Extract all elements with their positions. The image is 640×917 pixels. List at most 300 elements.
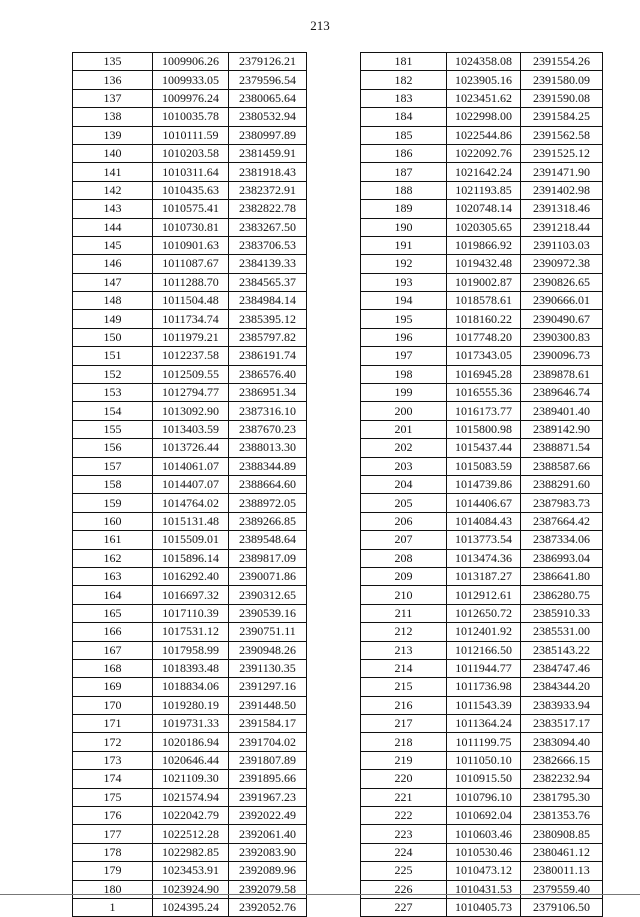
x-coordinate-cell: 1023451.62 (447, 89, 521, 107)
table-row (73, 843, 307, 861)
table-row (361, 807, 603, 825)
table-row (361, 733, 603, 751)
y-coordinate-cell: 2379106.50 (521, 898, 603, 916)
y-coordinate-cell: 2385910.33 (521, 604, 603, 622)
y-coordinate-cell: 2391807.89 (229, 751, 307, 769)
table-row (361, 144, 603, 162)
y-coordinate-cell: 2380908.85 (521, 825, 603, 843)
y-coordinate-cell: 2380065.64 (229, 89, 307, 107)
x-coordinate-cell: 1014407.07 (153, 475, 229, 493)
table-row (73, 880, 307, 898)
y-coordinate-cell: 2384344.20 (521, 678, 603, 696)
x-coordinate-cell: 1014764.02 (153, 494, 229, 512)
table-row (73, 751, 307, 769)
coordinates-table-left (72, 52, 307, 917)
x-coordinate-cell: 1018393.48 (153, 659, 229, 677)
point-number-cell: 174 (73, 770, 153, 788)
point-number-cell: 206 (361, 512, 447, 530)
table-row (73, 310, 307, 328)
x-coordinate-cell: 1010530.46 (447, 843, 521, 861)
y-coordinate-cell: 2379596.54 (229, 71, 307, 89)
x-coordinate-cell: 1018160.22 (447, 310, 521, 328)
table-row (73, 108, 307, 126)
x-coordinate-cell: 1012912.61 (447, 586, 521, 604)
table-row (361, 641, 603, 659)
point-number-cell: 138 (73, 108, 153, 126)
x-coordinate-cell: 1022042.79 (153, 807, 229, 825)
point-number-cell: 147 (73, 273, 153, 291)
y-coordinate-cell: 2387316.10 (229, 402, 307, 420)
x-coordinate-cell: 1011050.10 (447, 751, 521, 769)
table-row (361, 898, 603, 916)
table-row (73, 144, 307, 162)
x-coordinate-cell: 1010431.53 (447, 880, 521, 898)
table-row (73, 71, 307, 89)
point-number-cell: 150 (73, 328, 153, 346)
y-coordinate-cell: 2383094.40 (521, 733, 603, 751)
point-number-cell: 187 (361, 163, 447, 181)
table-row (73, 53, 307, 71)
point-number-cell: 165 (73, 604, 153, 622)
point-number-cell: 151 (73, 347, 153, 365)
table-row (361, 843, 603, 861)
x-coordinate-cell: 1010730.81 (153, 218, 229, 236)
point-number-cell: 197 (361, 347, 447, 365)
table-row (73, 678, 307, 696)
y-coordinate-cell: 2391584.17 (229, 715, 307, 733)
x-coordinate-cell: 1012237.58 (153, 347, 229, 365)
y-coordinate-cell: 2392079.58 (229, 880, 307, 898)
point-number-cell: 191 (361, 236, 447, 254)
point-number-cell: 145 (73, 236, 153, 254)
y-coordinate-cell: 2391590.08 (521, 89, 603, 107)
table-row (73, 862, 307, 880)
x-coordinate-cell: 1024358.08 (447, 53, 521, 71)
table-row (361, 862, 603, 880)
table-row (73, 236, 307, 254)
point-number-cell: 198 (361, 365, 447, 383)
table-row (361, 567, 603, 585)
x-coordinate-cell: 1012794.77 (153, 384, 229, 402)
x-coordinate-cell: 1011944.77 (447, 659, 521, 677)
y-coordinate-cell: 2390751.11 (229, 623, 307, 641)
y-coordinate-cell: 2390826.65 (521, 273, 603, 291)
y-coordinate-cell: 2388871.54 (521, 439, 603, 457)
y-coordinate-cell: 2388344.89 (229, 457, 307, 475)
table-row (361, 531, 603, 549)
y-coordinate-cell: 2389646.74 (521, 384, 603, 402)
point-number-cell: 154 (73, 402, 153, 420)
x-coordinate-cell: 1015131.48 (153, 512, 229, 530)
y-coordinate-cell: 2390972.38 (521, 255, 603, 273)
x-coordinate-cell: 1010692.04 (447, 807, 521, 825)
x-coordinate-cell: 1010796.10 (447, 788, 521, 806)
point-number-cell: 210 (361, 586, 447, 604)
y-coordinate-cell: 2388972.05 (229, 494, 307, 512)
y-coordinate-cell: 2384565.37 (229, 273, 307, 291)
y-coordinate-cell: 2386993.04 (521, 549, 603, 567)
table-row (73, 696, 307, 714)
table-row (73, 89, 307, 107)
y-coordinate-cell: 2386191.74 (229, 347, 307, 365)
x-coordinate-cell: 1018578.61 (447, 292, 521, 310)
y-coordinate-cell: 2391297.16 (229, 678, 307, 696)
y-coordinate-cell: 2391103.03 (521, 236, 603, 254)
y-coordinate-cell: 2391130.35 (229, 659, 307, 677)
point-number-cell: 217 (361, 715, 447, 733)
table-row (361, 678, 603, 696)
table-row (73, 567, 307, 585)
point-number-cell: 162 (73, 549, 153, 567)
y-coordinate-cell: 2390948.26 (229, 641, 307, 659)
point-number-cell: 159 (73, 494, 153, 512)
point-number-cell: 221 (361, 788, 447, 806)
table-row (361, 273, 603, 291)
table-row (73, 181, 307, 199)
point-number-cell: 142 (73, 181, 153, 199)
y-coordinate-cell: 2391704.02 (229, 733, 307, 751)
table-row (361, 420, 603, 438)
x-coordinate-cell: 1019432.48 (447, 255, 521, 273)
x-coordinate-cell: 1023453.91 (153, 862, 229, 880)
table-row (361, 457, 603, 475)
table-row (361, 71, 603, 89)
y-coordinate-cell: 2382666.15 (521, 751, 603, 769)
y-coordinate-cell: 2390300.83 (521, 328, 603, 346)
x-coordinate-cell: 1013092.90 (153, 402, 229, 420)
x-coordinate-cell: 1020186.94 (153, 733, 229, 751)
point-number-cell: 199 (361, 384, 447, 402)
point-number-cell: 203 (361, 457, 447, 475)
y-coordinate-cell: 2391584.25 (521, 108, 603, 126)
point-number-cell: 219 (361, 751, 447, 769)
point-number-cell: 196 (361, 328, 447, 346)
table-row (361, 439, 603, 457)
table-row (73, 273, 307, 291)
y-coordinate-cell: 2389401.40 (521, 402, 603, 420)
x-coordinate-cell: 1014061.07 (153, 457, 229, 475)
y-coordinate-cell: 2386576.40 (229, 365, 307, 383)
y-coordinate-cell: 2388664.60 (229, 475, 307, 493)
y-coordinate-cell: 2383517.17 (521, 715, 603, 733)
y-coordinate-cell: 2391471.90 (521, 163, 603, 181)
x-coordinate-cell: 1010111.59 (153, 126, 229, 144)
table-row (73, 402, 307, 420)
point-number-cell: 135 (73, 53, 153, 71)
y-coordinate-cell: 2382232.94 (521, 770, 603, 788)
x-coordinate-cell: 1011087.67 (153, 255, 229, 273)
x-coordinate-cell: 1015896.14 (153, 549, 229, 567)
y-coordinate-cell: 2381459.91 (229, 144, 307, 162)
table-row (73, 641, 307, 659)
x-coordinate-cell: 1013773.54 (447, 531, 521, 549)
y-coordinate-cell: 2384139.33 (229, 255, 307, 273)
y-coordinate-cell: 2381795.30 (521, 788, 603, 806)
point-number-cell: 188 (361, 181, 447, 199)
table-row (73, 549, 307, 567)
bottom-rule (0, 894, 640, 895)
x-coordinate-cell: 1022512.28 (153, 825, 229, 843)
table-row (361, 384, 603, 402)
point-number-cell: 207 (361, 531, 447, 549)
x-coordinate-cell: 1010901.63 (153, 236, 229, 254)
x-coordinate-cell: 1017110.39 (153, 604, 229, 622)
table-row (73, 531, 307, 549)
y-coordinate-cell: 2392052.76 (229, 898, 307, 916)
point-number-cell: 137 (73, 89, 153, 107)
y-coordinate-cell: 2379559.40 (521, 880, 603, 898)
point-number-cell: 1 (73, 898, 153, 916)
point-number-cell: 213 (361, 641, 447, 659)
x-coordinate-cell: 1011736.98 (447, 678, 521, 696)
point-number-cell: 227 (361, 898, 447, 916)
y-coordinate-cell: 2386280.75 (521, 586, 603, 604)
table-row (361, 200, 603, 218)
point-number-cell: 164 (73, 586, 153, 604)
y-coordinate-cell: 2385531.00 (521, 623, 603, 641)
table-row (73, 439, 307, 457)
table-row (361, 218, 603, 236)
point-number-cell: 182 (361, 71, 447, 89)
y-coordinate-cell: 2388291.60 (521, 475, 603, 493)
point-number-cell: 140 (73, 144, 153, 162)
point-number-cell: 195 (361, 310, 447, 328)
point-number-cell: 139 (73, 126, 153, 144)
y-coordinate-cell: 2381353.76 (521, 807, 603, 825)
x-coordinate-cell: 1012650.72 (447, 604, 521, 622)
table-row (361, 236, 603, 254)
point-number-cell: 144 (73, 218, 153, 236)
y-coordinate-cell: 2384747.46 (521, 659, 603, 677)
x-coordinate-cell: 1016555.36 (447, 384, 521, 402)
point-number-cell: 155 (73, 420, 153, 438)
table-row (361, 751, 603, 769)
point-number-cell: 167 (73, 641, 153, 659)
x-coordinate-cell: 1014084.43 (447, 512, 521, 530)
table-row (361, 586, 603, 604)
point-number-cell: 186 (361, 144, 447, 162)
x-coordinate-cell: 1017958.99 (153, 641, 229, 659)
table-row (361, 770, 603, 788)
x-coordinate-cell: 1011504.48 (153, 292, 229, 310)
point-number-cell: 215 (361, 678, 447, 696)
y-coordinate-cell: 2390490.67 (521, 310, 603, 328)
x-coordinate-cell: 1017531.12 (153, 623, 229, 641)
point-number-cell: 171 (73, 715, 153, 733)
x-coordinate-cell: 1022982.85 (153, 843, 229, 861)
point-number-cell: 194 (361, 292, 447, 310)
table-row (361, 659, 603, 677)
point-number-cell: 218 (361, 733, 447, 751)
x-coordinate-cell: 1022544.86 (447, 126, 521, 144)
y-coordinate-cell: 2391318.46 (521, 200, 603, 218)
point-number-cell: 170 (73, 696, 153, 714)
x-coordinate-cell: 1009976.24 (153, 89, 229, 107)
x-coordinate-cell: 1015437.44 (447, 439, 521, 457)
y-coordinate-cell: 2380011.13 (521, 862, 603, 880)
table-row (361, 549, 603, 567)
x-coordinate-cell: 1010915.50 (447, 770, 521, 788)
point-number-cell: 225 (361, 862, 447, 880)
table-row (361, 623, 603, 641)
y-coordinate-cell: 2391562.58 (521, 126, 603, 144)
table-row (73, 715, 307, 733)
y-coordinate-cell: 2388013.30 (229, 439, 307, 457)
x-coordinate-cell: 1021193.85 (447, 181, 521, 199)
y-coordinate-cell: 2382372.91 (229, 181, 307, 199)
y-coordinate-cell: 2391525.12 (521, 144, 603, 162)
point-number-cell: 177 (73, 825, 153, 843)
y-coordinate-cell: 2391402.98 (521, 181, 603, 199)
point-number-cell: 222 (361, 807, 447, 825)
y-coordinate-cell: 2380997.89 (229, 126, 307, 144)
x-coordinate-cell: 1011199.75 (447, 733, 521, 751)
table-row (73, 788, 307, 806)
y-coordinate-cell: 2391218.44 (521, 218, 603, 236)
x-coordinate-cell: 1019866.92 (447, 236, 521, 254)
table-row (73, 494, 307, 512)
point-number-cell: 200 (361, 402, 447, 420)
point-number-cell: 176 (73, 807, 153, 825)
table-row (361, 696, 603, 714)
x-coordinate-cell: 1011543.39 (447, 696, 521, 714)
point-number-cell: 172 (73, 733, 153, 751)
point-number-cell: 184 (361, 108, 447, 126)
y-coordinate-cell: 2390071.86 (229, 567, 307, 585)
x-coordinate-cell: 1010035.78 (153, 108, 229, 126)
table-row (73, 659, 307, 677)
y-coordinate-cell: 2385143.22 (521, 641, 603, 659)
table-row (361, 825, 603, 843)
point-number-cell: 143 (73, 200, 153, 218)
table-row (361, 328, 603, 346)
y-coordinate-cell: 2383933.94 (521, 696, 603, 714)
y-coordinate-cell: 2389142.90 (521, 420, 603, 438)
table-row (361, 788, 603, 806)
table-row (73, 292, 307, 310)
point-number-cell: 220 (361, 770, 447, 788)
y-coordinate-cell: 2384984.14 (229, 292, 307, 310)
page-number: 213 (310, 18, 330, 33)
x-coordinate-cell: 1016697.32 (153, 586, 229, 604)
x-coordinate-cell: 1021574.94 (153, 788, 229, 806)
point-number-cell: 152 (73, 365, 153, 383)
y-coordinate-cell: 2385395.12 (229, 310, 307, 328)
point-number-cell: 214 (361, 659, 447, 677)
table-row (361, 53, 603, 71)
y-coordinate-cell: 2386641.80 (521, 567, 603, 585)
x-coordinate-cell: 1017343.05 (447, 347, 521, 365)
table-row (73, 586, 307, 604)
table-row (361, 604, 603, 622)
point-number-cell: 211 (361, 604, 447, 622)
x-coordinate-cell: 1013403.59 (153, 420, 229, 438)
table-row (73, 200, 307, 218)
table-row (73, 807, 307, 825)
table-row (73, 825, 307, 843)
x-coordinate-cell: 1010575.41 (153, 200, 229, 218)
x-coordinate-cell: 1011364.24 (447, 715, 521, 733)
table-row (73, 475, 307, 493)
point-number-cell: 208 (361, 549, 447, 567)
table-row (73, 733, 307, 751)
point-number-cell: 136 (73, 71, 153, 89)
point-number-cell: 166 (73, 623, 153, 641)
table-row (361, 310, 603, 328)
table-row (73, 163, 307, 181)
point-number-cell: 190 (361, 218, 447, 236)
x-coordinate-cell: 1023924.90 (153, 880, 229, 898)
y-coordinate-cell: 2386951.34 (229, 384, 307, 402)
y-coordinate-cell: 2392089.96 (229, 862, 307, 880)
table-row (361, 163, 603, 181)
table-row (361, 512, 603, 530)
table-row (73, 420, 307, 438)
table-row (361, 494, 603, 512)
x-coordinate-cell: 1022092.76 (447, 144, 521, 162)
x-coordinate-cell: 1019002.87 (447, 273, 521, 291)
x-coordinate-cell: 1010405.73 (447, 898, 521, 916)
point-number-cell: 202 (361, 439, 447, 457)
point-number-cell: 141 (73, 163, 153, 181)
table-row (73, 384, 307, 402)
x-coordinate-cell: 1010435.63 (153, 181, 229, 199)
point-number-cell: 189 (361, 200, 447, 218)
y-coordinate-cell: 2389548.64 (229, 531, 307, 549)
x-coordinate-cell: 1013474.36 (447, 549, 521, 567)
y-coordinate-cell: 2387334.06 (521, 531, 603, 549)
y-coordinate-cell: 2389817.09 (229, 549, 307, 567)
table-row (73, 512, 307, 530)
point-number-cell: 181 (361, 53, 447, 71)
point-number-cell: 183 (361, 89, 447, 107)
point-number-cell: 161 (73, 531, 153, 549)
x-coordinate-cell: 1010311.64 (153, 163, 229, 181)
point-number-cell: 169 (73, 678, 153, 696)
x-coordinate-cell: 1011979.21 (153, 328, 229, 346)
x-coordinate-cell: 1016945.28 (447, 365, 521, 383)
y-coordinate-cell: 2392061.40 (229, 825, 307, 843)
point-number-cell: 157 (73, 457, 153, 475)
table-row (361, 108, 603, 126)
x-coordinate-cell: 1020305.65 (447, 218, 521, 236)
x-coordinate-cell: 1021642.24 (447, 163, 521, 181)
x-coordinate-cell: 1015509.01 (153, 531, 229, 549)
x-coordinate-cell: 1020646.44 (153, 751, 229, 769)
x-coordinate-cell: 1009906.26 (153, 53, 229, 71)
y-coordinate-cell: 2390539.16 (229, 604, 307, 622)
point-number-cell: 163 (73, 567, 153, 585)
y-coordinate-cell: 2391895.66 (229, 770, 307, 788)
y-coordinate-cell: 2387664.42 (521, 512, 603, 530)
y-coordinate-cell: 2381918.43 (229, 163, 307, 181)
point-number-cell: 153 (73, 384, 153, 402)
point-number-cell: 224 (361, 843, 447, 861)
table-row (73, 126, 307, 144)
x-coordinate-cell: 1019731.33 (153, 715, 229, 733)
table-row (73, 255, 307, 273)
y-coordinate-cell: 2391967.23 (229, 788, 307, 806)
table-row (73, 898, 307, 916)
table-row (73, 457, 307, 475)
point-number-cell: 179 (73, 862, 153, 880)
x-coordinate-cell: 1010473.12 (447, 862, 521, 880)
y-coordinate-cell: 2379126.21 (229, 53, 307, 71)
point-number-cell: 209 (361, 567, 447, 585)
table-row (361, 292, 603, 310)
y-coordinate-cell: 2380461.12 (521, 843, 603, 861)
table-row (73, 623, 307, 641)
